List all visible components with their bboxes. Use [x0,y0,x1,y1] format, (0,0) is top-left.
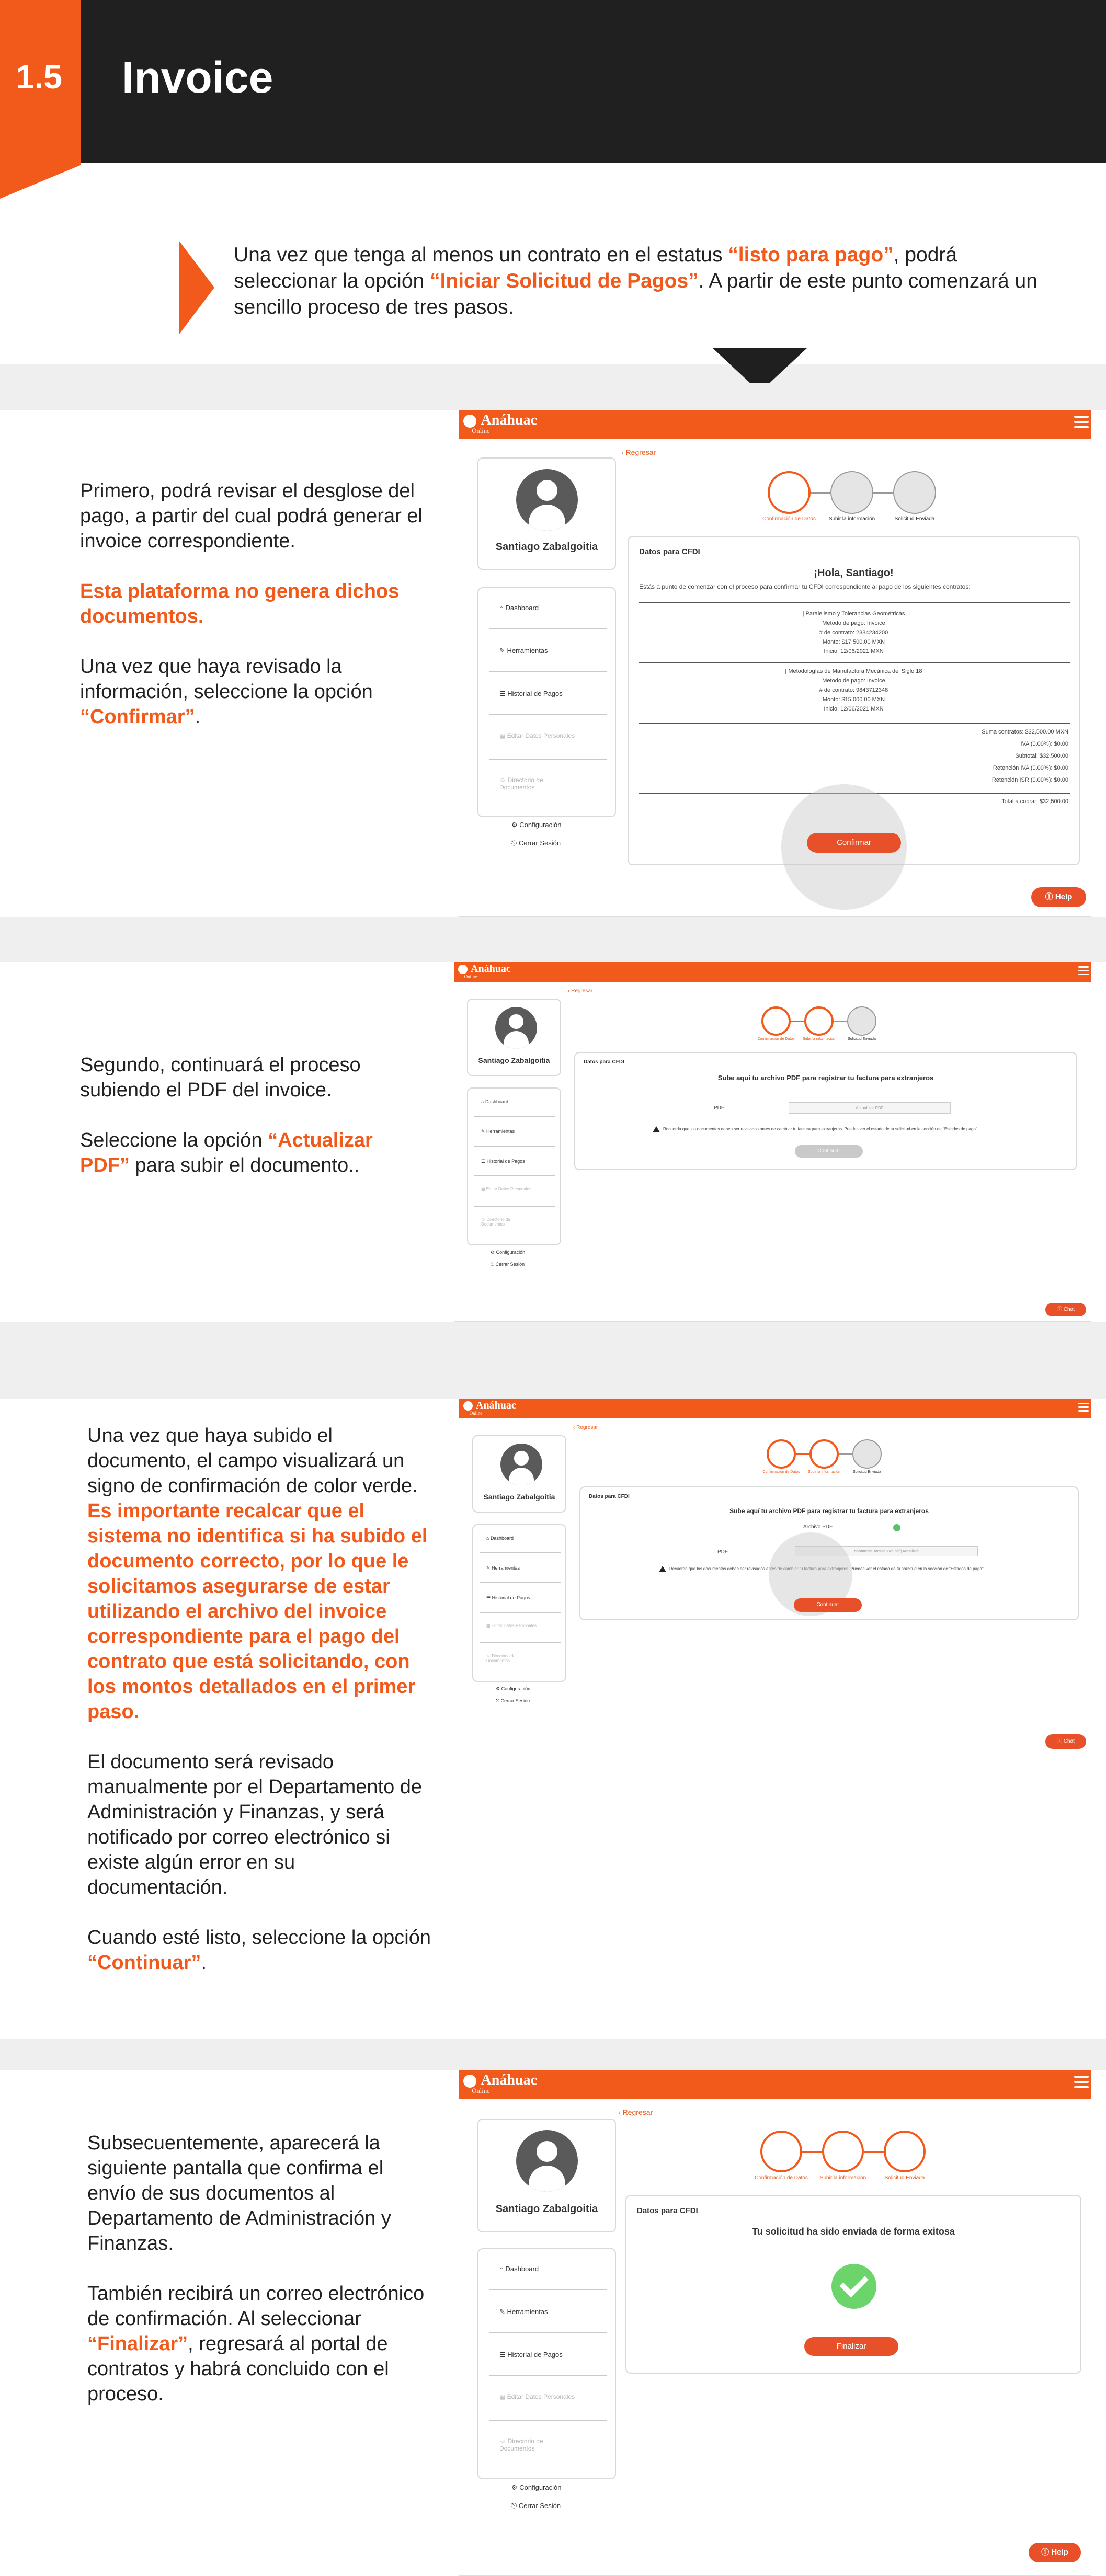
total: Total a cobrar: $32,500.00 [1001,798,1068,805]
contract-1 [629,609,1079,656]
nav-historial-label: Historial de Pagos [507,690,563,697]
step-1-highlight: “Confirmar” [80,706,195,728]
step-label-1: Confirmación de Datos [762,1470,800,1474]
logout-link[interactable]: ⎋ Cerrar Sesión [511,2502,561,2510]
logo-icon [458,965,468,974]
back-link-label: Regresar [622,2108,653,2116]
nav-divider [489,2375,607,2376]
step-label-3: Solicitud Enviada [848,1037,876,1041]
nav-directorio-label: Directorio de Documentos [486,1654,516,1663]
nav-divider [480,1612,561,1613]
step-circle-2 [830,471,873,514]
nav-herramientas[interactable]: ✎ Herramientas [499,2308,548,2316]
step-2-paragraph-2-text: Seleccione la opción [80,1129,268,1151]
step-circle-3 [893,471,936,514]
step-label-2: Subir la información [828,516,875,522]
nav-herramientas[interactable]: ✎ Herramientas [481,1129,515,1134]
upload-heading: Sube aquí tu archivo PDF para registrar tu factura para extranjeros [717,1074,934,1082]
nav-dashboard[interactable]: ⌂ Dashboard [499,2265,539,2273]
greeting: ¡Hola, Santiago! [814,567,894,579]
contract-1-name: | Paralelismo y Tolerancias Geométricas [802,611,905,617]
logo-icon [463,2075,476,2088]
step-3-paragraph-3: El documento será revisado manualmente por el Departamento de Administración y Finanzas, y será notificado por correo electrónico si existe algún error en su documentación. [87,1751,423,1898]
section-number-tab [0,0,81,199]
step-4-text [87,2131,432,2432]
sidebar-nav [472,1524,566,1682]
nav-divider [489,759,607,760]
config-label: Configuración [519,821,562,829]
nav-divider [480,1582,561,1583]
back-link-label: Regresar [571,988,593,994]
profile-card [467,999,561,1076]
back-link-label: Regresar [625,448,656,456]
step-label-3: Solicitud Enviada [884,2175,925,2181]
nav-editar-label: Editar Datos Personales [491,1623,537,1628]
step-circle-1 [768,471,811,514]
logo-subtitle: Online [469,1411,483,1416]
subtotal: Subtotal: $32,500.00 [1015,753,1068,759]
nav-directorio-label: Directorio de Documentos [499,776,543,791]
screenshot-step-3 [459,1399,1091,1758]
contract-2-amount: Monto: $15,000.00 MXN [822,696,885,703]
step-connector [839,1453,852,1455]
warning-note [653,1126,1008,1132]
step-1-warning: Esta plataforma no genera dichos documentos. [80,580,400,627]
divider [639,662,1070,663]
intro-text-2: , podrá seleccionar la opción [234,244,957,292]
config-link[interactable]: ⚙ Configuración [491,1250,526,1255]
logout-link[interactable]: ⎋ Cerrar Sesión [511,839,561,847]
nav-herramientas-label: Herramientas [492,1565,520,1571]
nav-editar-datos[interactable]: ▦ Editar Datos Personales [499,732,575,739]
step-3-important: Es importante recalcar que el sistema no identifica si ha subido el documento correcto, por lo que le solicitamos asegurarse de estar utilizando el archivo del invoice correspondiente para el pago del contrato que está solicitando, con los montos detallados en el primer paso. [87,1500,428,1723]
step-label-1: Confirmación de Datos [755,2175,808,2181]
step-connector [873,492,893,494]
step-2-paragraph-2 [80,1128,425,1178]
upload-heading: Sube aquí tu archivo PDF para registrar tu factura para extranjeros [729,1507,929,1515]
logout-label: Cerrar Sesión [495,1262,525,1267]
success-heading: Tu solicitud ha sido enviada de forma exitosa [752,2226,955,2237]
step-4-paragraph-2 [87,2281,432,2407]
step-4-paragraph-2-text: También recibirá un correo electrónico de confirmación. Al seleccionar [87,2283,425,2330]
logout-label: Cerrar Sesión [500,1698,530,1703]
intro-paragraph [234,242,1050,320]
chevron-right-icon [179,241,214,335]
config-label: Configuración [519,2483,562,2491]
nav-editar-datos[interactable]: ▦ Editar Datos Personales [499,2393,575,2400]
nav-dashboard[interactable]: ⌂ Dashboard [481,1099,508,1104]
divider [639,602,1070,603]
divider [639,723,1070,724]
sidebar-nav [477,2248,616,2479]
step-3-period: . [201,1952,207,1974]
cfdi-intro: Estás a punto de comenzar con el proceso para confirmar tu CFDI correspondiente al pago de los siguientes contratos: [639,583,971,590]
nav-herramientas-label: Herramientas [507,647,548,655]
nav-divider [474,1116,555,1117]
warning-text: Recuerda que los documentos deben ser revisados antes de cambiar tu factura para extranjeros. Puedes ver el estado de tu solicitud en la sección de "Estados de pago" [669,1566,984,1572]
nav-editar-datos[interactable]: ▦ Editar Datos Personales [486,1623,537,1628]
logout-label: Cerrar Sesión [518,839,561,847]
nav-divider [489,714,607,715]
step-circle-1 [760,2131,802,2172]
logo-text: Anáhuac [481,2072,537,2088]
step-3-text [87,1423,432,2000]
step-circle-3 [847,1006,876,1036]
menu-icon[interactable] [1078,1403,1089,1412]
user-name: Santiago Zabalgoitia [495,541,598,553]
logo-subtitle: Online [472,2087,490,2095]
user-name: Santiago Zabalgoitia [495,2203,598,2215]
step-circle-3 [884,2131,926,2172]
step-circle-1 [767,1439,796,1469]
nav-directorio[interactable]: ☺ Directorio de Documentos [499,776,543,791]
update-pdf-button[interactable]: Actualizar PDF [789,1102,951,1114]
uploaded-pdf-field[interactable]: documento_factura2021.pdf | Actualizar [795,1546,978,1556]
finish-button[interactable]: Finalizar [804,2337,898,2356]
section-number: 1.5 [16,58,62,96]
step-3-highlight: “Continuar” [87,1952,201,1974]
back-link[interactable]: ‹ Regresar [621,448,656,456]
logo-subtitle: Online [464,974,477,980]
nav-historial-label: Historial de Pagos [507,2351,563,2359]
page-title: Invoice [122,53,273,102]
menu-icon[interactable] [1074,416,1089,428]
step-1-paragraph-3 [80,654,425,729]
nav-divider [489,2420,607,2421]
sum-contracts: Suma contratos: $32,500.00 MXN [982,729,1068,735]
step-1-paragraph-3-text: Una vez que haya revisado la información, seleccione la opción [80,656,373,703]
nav-directorio-label: Directorio de Documentos [481,1217,510,1227]
step-4-highlight: “Finalizar” [87,2333,188,2355]
panel-title: Datos para CFDI [637,2206,698,2215]
logo-text: Anáhuac [476,1400,516,1411]
step-1-text [80,478,425,754]
check-icon [893,1524,900,1531]
nav-divider [474,1206,555,1207]
step-label-3: Solicitud Enviada [894,516,935,522]
step-label-2: Subir la información [808,1470,840,1474]
step-2-end: para subir el documento.. [130,1154,360,1176]
nav-herramientas-label: Herramientas [486,1129,515,1134]
profile-card [472,1435,566,1513]
step-circle-2 [804,1006,834,1036]
menu-icon[interactable] [1074,2076,1089,2088]
step-connector [811,492,830,494]
step-4-paragraph-1: Subsecuentemente, aparecerá la siguiente pantalla que confirma el envío de sus documentos al Departamento de Administración y Finanzas. [87,2132,391,2254]
nav-historial-pagos[interactable]: ☰ Historial de Pagos [486,1595,530,1600]
nav-dashboard-label: Dashboard [490,1536,514,1541]
nav-historial-pagos[interactable]: ☰ Historial de Pagos [499,690,563,697]
file-label: Archivo PDF [803,1524,833,1530]
step-connector [802,2151,822,2153]
nav-editar-label: Editar Datos Personales [507,732,575,739]
nav-editar-label: Editar Datos Personales [486,1187,532,1192]
contract-1-amount: Monto: $17,500.00 MXN [822,639,885,645]
logo-subtitle: Online [472,427,490,435]
logout-link[interactable]: ⎋ Cerrar Sesión [491,1262,525,1267]
step-label-3: Solicitud Enviada [853,1470,881,1474]
contract-2-start: Inicio: 12/06/2021 MXN [824,706,884,712]
help-button[interactable]: ⓘ Help [1031,887,1086,907]
intro-highlight-1: “listo para pago” [728,244,894,266]
nav-editar-datos[interactable]: ▦ Editar Datos Personales [481,1187,532,1192]
avatar [500,1444,542,1485]
step-2-paragraph-1: Segundo, continuará el proceso subiendo el PDF del invoice. [80,1054,361,1101]
panel-title: Datos para CFDI [639,547,700,556]
sidebar-nav [467,1087,561,1245]
step-2-text [80,1052,425,1203]
app-logo [463,412,537,435]
contract-2-number: # de contrato: 9843712348 [819,687,888,693]
user-name: Santiago Zabalgoitia [478,1056,550,1064]
chat-button[interactable]: ⓘ Chat [1045,1734,1086,1749]
nav-dashboard[interactable]: ⌂ Dashboard [486,1536,514,1541]
logo-icon [463,415,476,428]
step-connector [796,1453,809,1455]
contract-1-start: Inicio: 12/06/2021 MXN [824,648,884,655]
back-link[interactable]: ‹ Regresar [573,1425,598,1430]
screenshot-step-1 [459,410,1091,917]
config-label: Configuración [496,1250,526,1255]
logo-text: Anáhuac [481,412,537,428]
nav-historial-label: Historial de Pagos [486,1159,525,1164]
help-button-label: Help [1051,2548,1068,2557]
step-1-paragraph-1: Primero, podrá revisar el desglose del pago, a partir del cual podrá generar el invoice correspondiente. [80,480,423,552]
nav-dashboard-label: Dashboard [505,2265,539,2273]
pdf-label: PDF [717,1549,728,1555]
continue-button[interactable]: Continuar [794,1598,862,1612]
nav-divider [480,1552,561,1553]
contract-1-method: Metodo de pago: Invoice [822,620,885,626]
warning-icon [653,1126,660,1132]
chat-button[interactable]: ⓘ Chat [1045,1303,1086,1316]
app-topbar [459,410,1091,439]
screenshot-step-4 [459,2070,1091,2576]
pdf-label: PDF [714,1105,724,1111]
avatar [516,2130,578,2192]
nav-dashboard-label: Dashboard [505,604,539,612]
app-topbar [459,2070,1091,2099]
back-link-label: Regresar [576,1425,598,1430]
nav-divider [474,1175,555,1176]
success-check-icon [831,2264,876,2309]
chat-button-label: Chat [1063,1307,1075,1312]
nav-divider [489,2332,607,2333]
step-1-period: . [195,706,201,728]
app-topbar [454,962,1091,982]
step-connector [791,1021,804,1022]
totals [982,726,1068,786]
step-label-2: Subir la información [803,1037,835,1041]
chat-button-label: Chat [1063,1738,1075,1744]
back-link[interactable]: ‹ Regresar [568,988,593,994]
config-label: Configuración [501,1686,531,1691]
nav-herramientas-label: Herramientas [507,2308,548,2316]
step-3-paragraph-4 [87,1925,432,1975]
confirm-button[interactable]: Confirmar [807,833,901,853]
nav-directorio[interactable]: ☺ Directorio de Documentos [481,1217,510,1227]
continue-button[interactable]: Continuar [795,1145,863,1158]
iva: IVA (0.00%): $0.00 [1020,741,1068,747]
contract-2-name: | Metodologías de Manufactura Mecánica del Siglo 18 [785,668,922,674]
app-logo [463,2072,537,2095]
nav-dashboard[interactable]: ⌂ Dashboard [499,604,539,612]
config-link[interactable]: ⚙ Configuración [511,821,562,829]
nav-directorio[interactable]: ☺ Directorio de Documentos [486,1654,516,1663]
menu-icon[interactable] [1078,966,1089,975]
profile-card [477,2119,616,2232]
app-topbar [459,1399,1091,1418]
nav-herramientas[interactable]: ✎ Herramientas [486,1565,520,1571]
ret-isr: Retención ISR (0.00%): $0.00 [991,777,1068,783]
contract-1-number: # de contrato: 2384234200 [819,629,888,636]
nav-herramientas[interactable]: ✎ Herramientas [499,647,548,655]
back-link[interactable]: ‹ Regresar [618,2108,653,2116]
logout-link[interactable]: ⎋ Cerrar Sesión [496,1698,530,1703]
warning-text: Recuerda que los documentos deben ser revisados antes de cambiar tu factura para extranjeros. Puedes ver el estado de tu solicitud en la sección de "Estados de pago" [663,1127,977,1132]
step-3-paragraph-1: Una vez que haya subido el documento, el campo visualizará un signo de confirmación de color verde. [87,1425,418,1497]
nav-divider [489,2289,607,2290]
avatar [495,1007,537,1049]
nav-divider [489,671,607,672]
nav-editar-label: Editar Datos Personales [507,2393,575,2400]
nav-divider [474,1146,555,1147]
user-name: Santiago Zabalgoitia [483,1493,555,1501]
nav-dashboard-label: Dashboard [485,1099,508,1104]
app-logo [463,1400,516,1416]
step-label-2: Subir la información [819,2175,866,2181]
logo-text: Anáhuac [471,963,511,975]
cfdi-panel [574,1052,1077,1170]
step-label-1: Confirmación de Datos [762,516,816,522]
step-4-end: , regresará al portal de contratos y habrá concluido con el proceso. [87,2333,389,2405]
intro-text-1: Una vez que tenga al menos un contrato en el estatus [234,244,728,266]
avatar [516,469,578,531]
panel-title: Datos para CFDI [584,1059,624,1065]
nav-divider [480,1642,561,1643]
step-connector [834,1021,847,1022]
nav-directorio[interactable]: ☺ Directorio de Documentos [499,2437,543,2452]
nav-historial-pagos[interactable]: ☰ Historial de Pagos [499,2351,563,2359]
screenshot-step-2 [454,962,1091,1322]
config-link[interactable]: ⚙ Configuración [511,2483,562,2491]
cfdi-panel [625,2195,1081,2374]
ret-iva: Retención IVA (0.00%): $0.00 [993,765,1068,771]
step-circle-2 [809,1439,839,1469]
nav-historial-pagos[interactable]: ☰ Historial de Pagos [481,1159,525,1164]
logout-label: Cerrar Sesión [518,2502,561,2510]
contract-2-method: Metodo de pago: Invoice [822,678,885,684]
step-3-paragraph-4-text: Cuando esté listo, seleccione la opción [87,1927,431,1949]
step-circle-1 [761,1006,791,1036]
sidebar-nav [477,587,616,817]
logo-icon [463,1401,473,1411]
intro-text-3: . A partir de este punto comenzará un sencillo proceso de tres pasos. [234,270,1037,318]
warning-icon [659,1566,666,1572]
nav-directorio-label: Directorio de Documentos [499,2437,543,2452]
step-label-1: Confirmación de Datos [757,1037,795,1041]
help-button[interactable]: ⓘ Help [1029,2543,1081,2562]
contract-2 [629,667,1079,714]
step-circle-2 [822,2131,864,2172]
profile-card [477,457,616,570]
app-logo [458,963,511,979]
help-button-label: Help [1055,892,1073,901]
config-link[interactable]: ⚙ Configuración [496,1686,531,1691]
step-connector [864,2151,884,2153]
nav-historial-label: Historial de Pagos [492,1595,530,1600]
step-2-highlight: “Actualizar PDF” [80,1129,373,1176]
intro-highlight-2: “Iniciar Solicitud de Pagos” [430,270,699,292]
step-circle-3 [852,1439,882,1469]
panel-title: Datos para CFDI [589,1494,630,1499]
nav-divider [489,628,607,629]
